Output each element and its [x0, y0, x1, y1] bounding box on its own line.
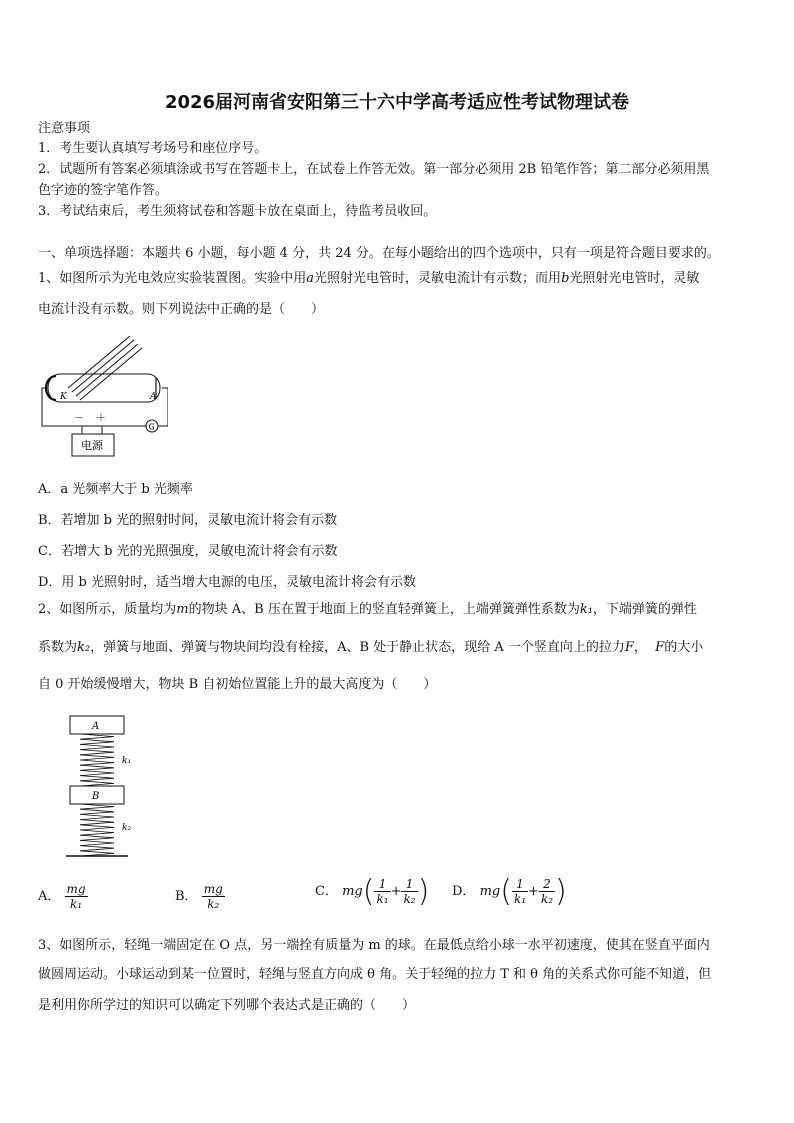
q2-answer-a: A． $\frac{mg}{\text{k₁}}$ — [38, 882, 86, 911]
spring-k1-label: k₁ — [122, 756, 132, 766]
notice-item-2: 2．试题所有答案必须填涂或书写在答题卡上，在试卷上作答无效。第一部分必须用 2B 铅笔作答；第二部分必须用黑 — [38, 162, 710, 177]
q3-text-line1: 3、如图所示，轻绳一端固定在 O 点，另一端拴有质量为 m 的球。在最低点给小球一水平初速度，使其在竖直平面内 — [38, 938, 710, 953]
q2-answer-b: B． $\frac{mg}{\text{k₂}}$ — [175, 882, 223, 911]
power-source-label: 电源 — [81, 439, 103, 452]
minus-terminal: － — [74, 413, 84, 424]
galvanometer-label: G — [148, 422, 155, 432]
q1-option-a: A．a 光频率大于 b 光频率 — [38, 482, 193, 497]
q2-text-line2: 系数为k₂，弹簧与地面、弹簧与物块间均没有栓接，A、B 处于静止状态，现给 A 一个竖直向上的拉力F， F的大小 — [38, 640, 704, 655]
cathode-label: K — [60, 392, 67, 402]
q2-answer-c: C． mg( $\frac{1}{\text{k₁}}$ + $\frac{1}{\text{k₂}}$ ) — [315, 874, 430, 909]
q2-text-line3: 自 0 开始缓慢增大，物块 B 自初始位置能上升的最大高度为（ ） — [38, 677, 437, 692]
notice-item-2-cont: 色字迹的签字笔作答。 — [38, 183, 169, 198]
plus-terminal: ＋ — [96, 413, 106, 424]
q1-option-b: B．若增加 b 光的照射时间，灵敏电流计将会有示数 — [38, 513, 338, 528]
q2-answer-d: D． mg( $\frac{1}{\text{k₁}}$ + $\frac{2}{\text{k₂}}$ ) — [452, 874, 567, 909]
q3-text-line2: 做圆周运动。小球运动到某一位置时，轻绳与竖直方向成 θ 角。关于轻绳的拉力 T 和 θ 角的关系式你可能不知道，但 — [38, 967, 712, 982]
q1-option-c: C．若增大 b 光的光照强度，灵敏电流计将会有示数 — [38, 544, 338, 559]
q2-text-line1: 2、如图所示，质量均为m的物块 A、B 压在置于地面上的竖直轻弹簧上，上端弹簧弹性系数为k₁，下端弹簧的弹性 — [38, 602, 697, 617]
q1-option-d: D．用 b 光照射时，适当增大电源的电压，灵敏电流计将会有示数 — [38, 575, 417, 590]
notice-heading: 注意事项 — [38, 121, 91, 136]
photoelectric-setup-figure — [38, 330, 168, 460]
spring-blocks-figure — [66, 712, 146, 862]
block-a-label: A — [92, 721, 100, 732]
q3-text-line3: 是利用你所学过的知识可以确定下列哪个表达式是正确的（ ） — [38, 998, 416, 1013]
page-title: 2026届河南省安阳第三十六中学高考适应性考试物理试卷 — [164, 92, 630, 113]
notice-item-1: 1．考生要认真填写考场号和座位序号。 — [38, 141, 268, 156]
spring-k2-label: k₂ — [122, 823, 132, 833]
q1-text-line1: 1、如图所示为光电效应实验装置图。实验中用a光照射光电管时，灵敏电流计有示数；而用b光照射光电管时，灵敏 — [38, 271, 700, 286]
section-1-heading: 一、单项选择题：本题共 6 小题，每小题 4 分，共 24 分。在每小题给出的四个选项中，只有一项是符合题目要求的。 — [38, 246, 720, 261]
anode-label: A — [150, 392, 157, 402]
q1-text-line2: 电流计没有示数。则下列说法中正确的是（ ） — [38, 302, 325, 317]
notice-item-3: 3．考试结束后，考生须将试卷和答题卡放在桌面上，待监考员收回。 — [38, 204, 437, 219]
block-b-label: B — [92, 791, 100, 802]
